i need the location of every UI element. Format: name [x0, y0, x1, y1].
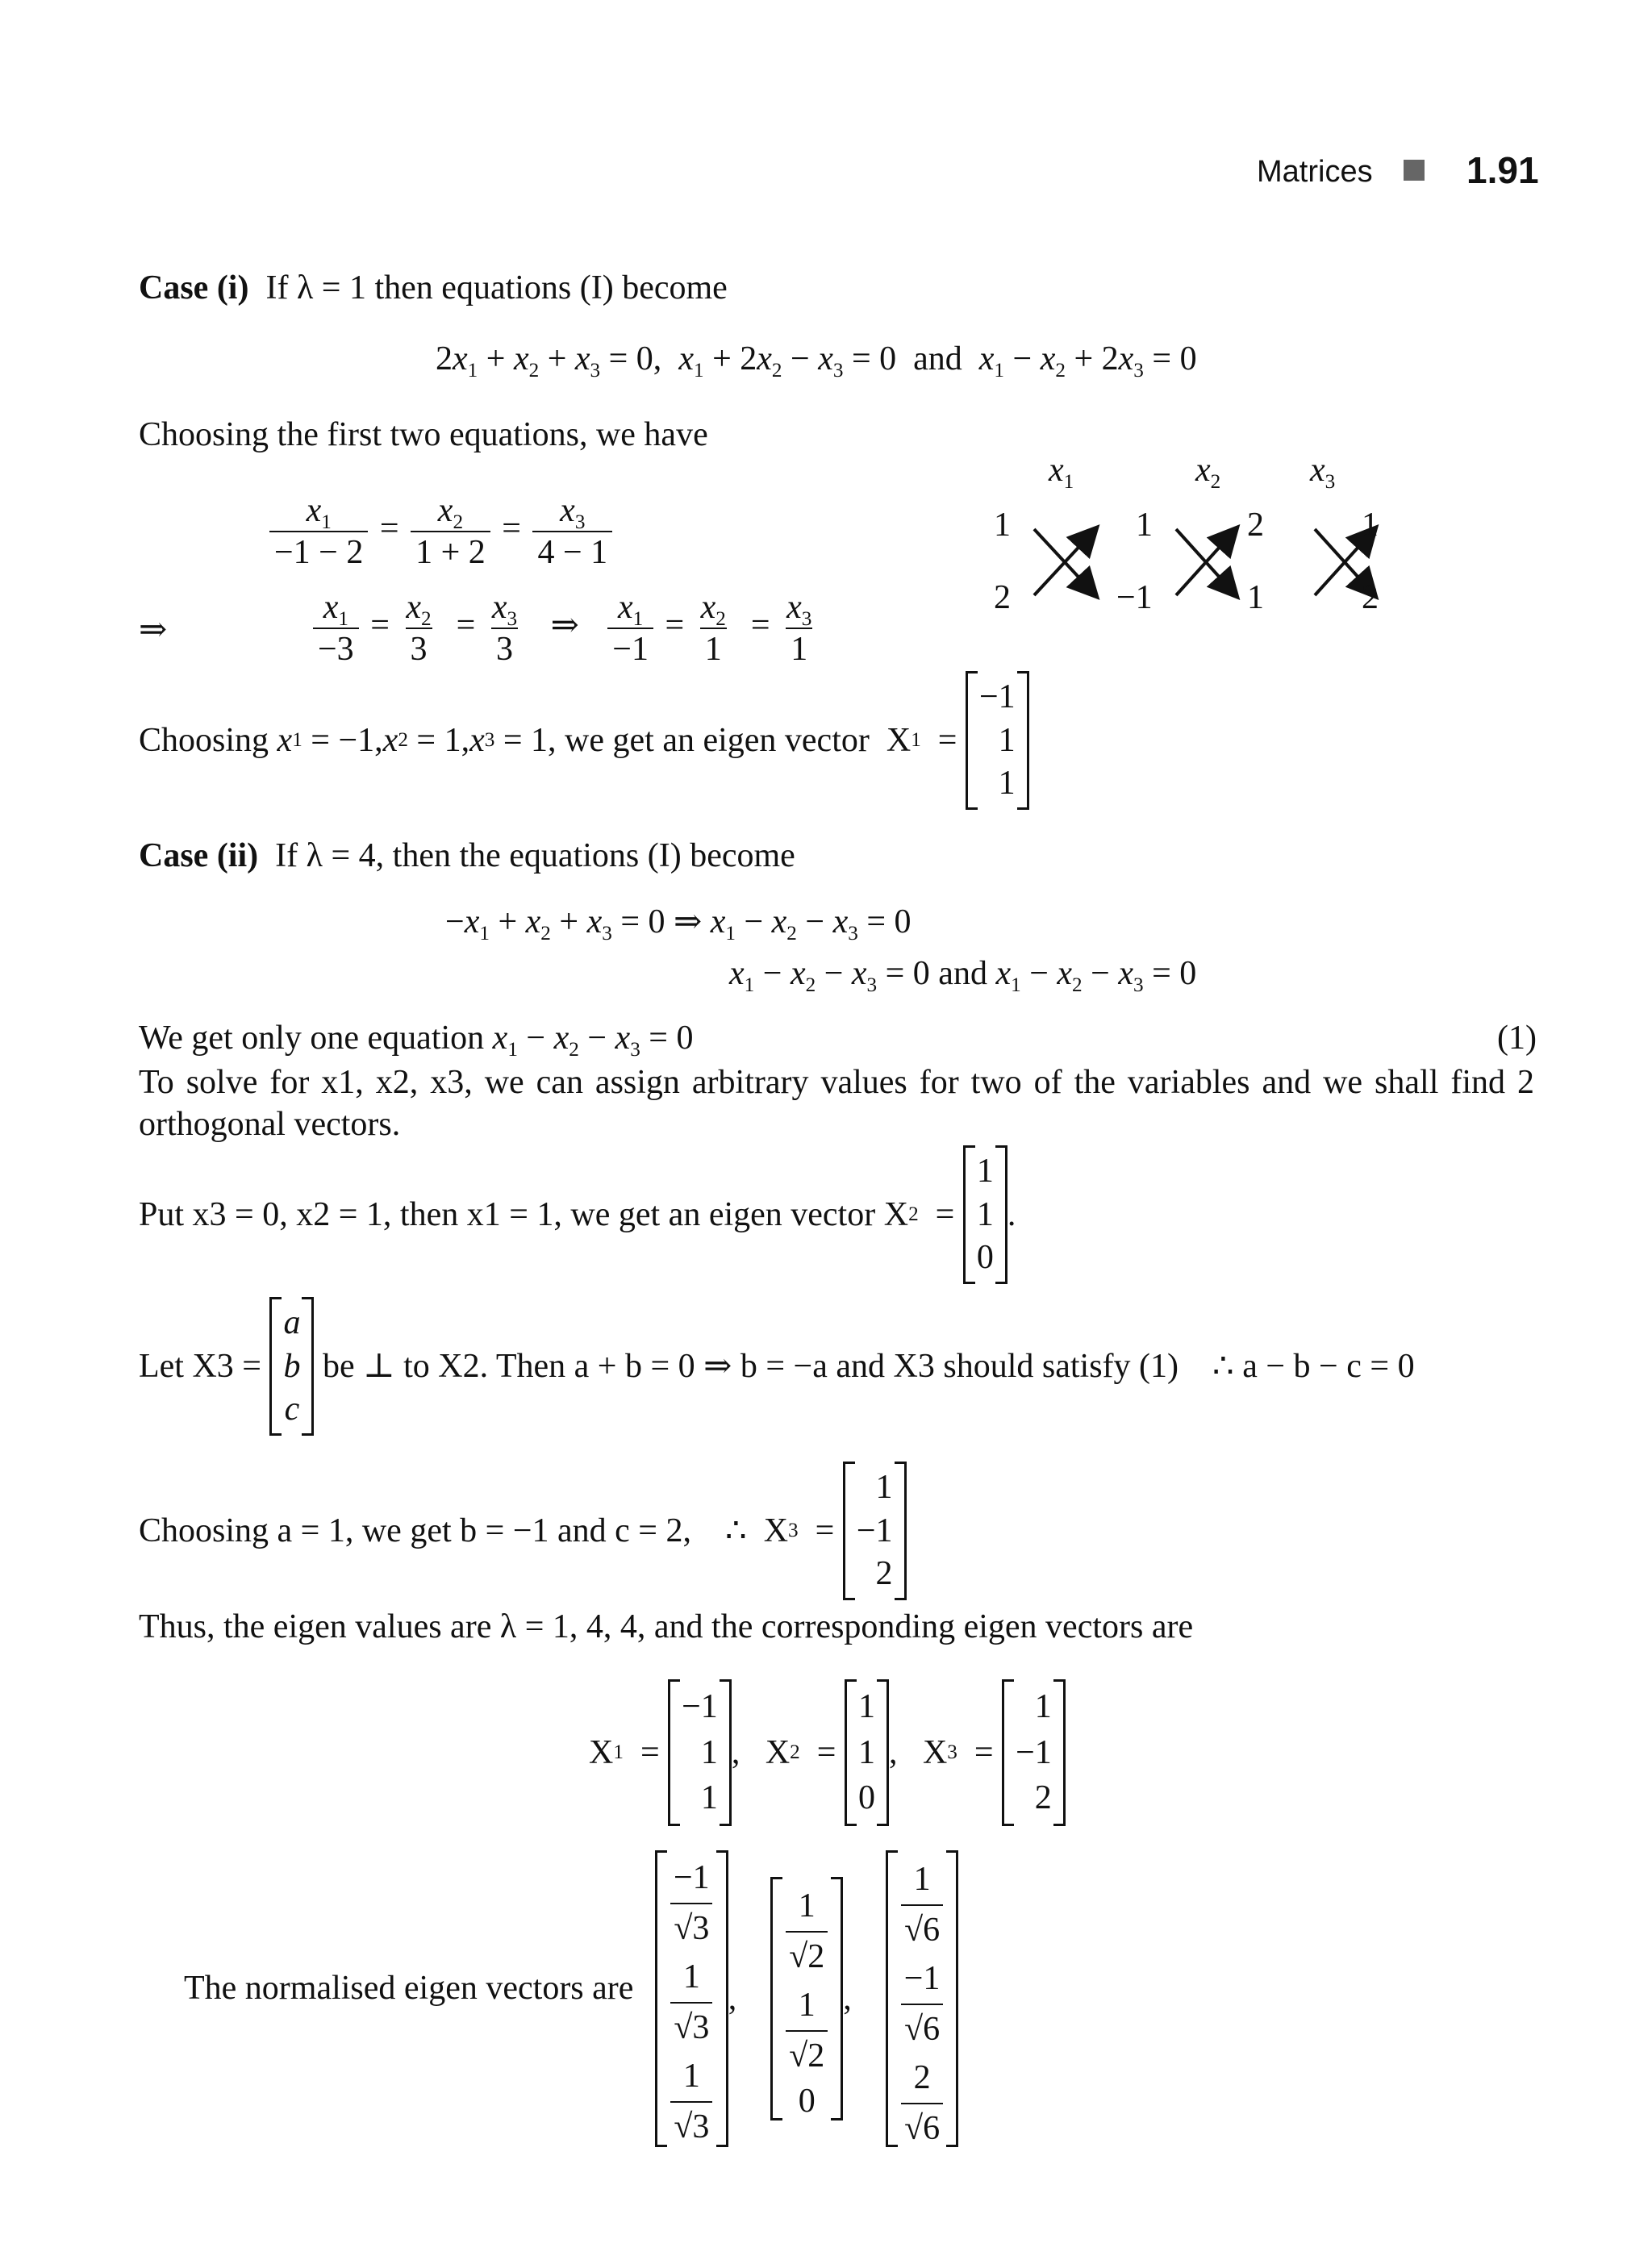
- matrix-x3-symbolic: a b c: [269, 1297, 314, 1436]
- case1-equations: $2x_1 + x_2 + x_3 = 0$, $x_1 + 2x_2 - x_3 = 0$ and $x_1 - x_2 + 2x_3 = 0$: [436, 340, 1197, 382]
- cross-top-3: 2: [1247, 507, 1264, 544]
- case1-heading: [139, 271, 728, 305]
- case2-intro: If λ = 4, then the equations (I) become: [275, 837, 795, 874]
- eigen-vector-x1-line: Choosing x 1 = −1, x 2 = 1, x 3 = 1 , we get an eigen vector X 1 = −1 1 1: [139, 671, 1029, 810]
- normalised-vectors: $\frac{-1}{√3}$ $\frac{1}{√3}$ $\frac{1}{√3}$ , $\frac{1}{√2}$ $\frac{1}{√2}$ 0 , $\frac{1}{√6}$ $\frac{-1}{√6}$ $\frac{2}{√6}$: [655, 1850, 958, 2147]
- equation-reference: (1): [1497, 1020, 1537, 1057]
- normalised-matrix-v2: $\frac{1}{√2}$ $\frac{1}{√2}$ 0: [770, 1877, 843, 2120]
- let-x3-post: be ⊥ to X2. Then a + b = 0 ⇒ b = −a and X3 should satisfy (1): [322, 1348, 1179, 1385]
- running-header-title: Matrices: [1257, 155, 1373, 189]
- summary-matrix-x3: 1 −1 2: [1002, 1679, 1066, 1826]
- cross-var-x1: $x_1$: [1049, 452, 1074, 493]
- cross-bottom-3: 1: [1247, 579, 1264, 616]
- case2-heading: [139, 839, 795, 873]
- choosing-text: Choosing: [139, 722, 269, 759]
- implies-arrow: ⇒: [139, 611, 168, 648]
- ratio-equation-1: $\frac{x_1}{-1 - 2}$ = $\frac{x_2}{1 + 2}$ = $\frac{x_3}{4 - 1}$: [266, 494, 615, 569]
- cross-bottom-2: −1: [1116, 579, 1153, 616]
- summary-vectors: X 1 = −1 1 1 , X 2 = 1 1 0 , X 3 = 1 −1 2: [589, 1679, 1066, 1826]
- header-square-icon: [1404, 160, 1425, 181]
- let-x3-line: [139, 1297, 1415, 1436]
- case2-equation-1: $-x_1 + x_2 + x_3 = 0$ ⇒ $x_1 - x_2 - x_3 = 0$: [445, 903, 912, 945]
- normalised-matrix-v1: $\frac{-1}{√3}$ $\frac{1}{√3}$ $\frac{1}{√3}$: [655, 1850, 728, 2147]
- cross-top-4: 1: [1362, 507, 1379, 544]
- ratio-equation-2: $\frac{x_1}{-3}$ = $\frac{x_2}{3}$ = $\frac{x_3}{3}$ ⇒ $\frac{x_1}{-1}$ = $\frac{x_2}{1}$ = $\frac{x_3}{1}$: [310, 590, 820, 666]
- choosing-a-line: Choosing a = 1, we get b = −1 and c = 2, ∴ X 3 = 1 −1 2: [139, 1462, 907, 1600]
- eigen-vector-x2-line: Put x3 = 0, x2 = 1, then x1 = 1, we get an eigen vector X 2 = 1 1 0 .: [139, 1145, 1016, 1284]
- case1-choose-text: Choosing the first two equations, we have: [139, 416, 708, 453]
- only-one-equation: We get only one equation $x_1 - x_2 - x_3 = 0$: [139, 1020, 694, 1061]
- matrix-x1: −1 1 1: [966, 671, 1029, 810]
- normalised-label: The normalised eigen vectors are: [184, 1970, 634, 2007]
- page-number: 1.91: [1466, 149, 1539, 191]
- case2-equation-2: $x_1 - x_2 - x_3 = 0$ and $x_1 - x_2 - x_3 = 0$: [729, 955, 1197, 996]
- summary-matrix-x1: −1 1 1: [668, 1679, 732, 1826]
- summary-text: Thus, the eigen values are λ = 1, 4, 4, and the corresponding eigen vectors are: [139, 1608, 1194, 1645]
- summary-matrix-x2: 1 1 0: [845, 1679, 889, 1826]
- therefore-equation: ∴ a − b − c = 0: [1212, 1348, 1415, 1385]
- normalised-matrix-v3: $\frac{1}{√6}$ $\frac{-1}{√6}$ $\frac{2}{√6}$: [886, 1850, 959, 2147]
- cross-top-1: 1: [994, 507, 1011, 544]
- cross-top-2: 1: [1136, 507, 1153, 544]
- case2-label: Case (ii): [139, 837, 259, 874]
- eigen-vector-text: , we get an eigen vector: [548, 722, 870, 759]
- choosing-a-text: Choosing a = 1, we get b = −1 and c = 2,: [139, 1512, 691, 1549]
- let-x3-pre: Let X3 =: [139, 1348, 261, 1385]
- cross-var-x2: $x_2$: [1195, 452, 1221, 493]
- case1-intro: If λ = 1 then equations (I) become: [265, 269, 728, 306]
- put-text: Put x3 = 0, x2 = 1, then x1 = 1, we get an eigen vector: [139, 1196, 876, 1233]
- cross-bottom-4: 2: [1362, 579, 1379, 616]
- solve-text: To solve for x1, x2, x3, we can assign arbitrary values for two of the variables and we shall find 2 orthogonal vectors.: [139, 1064, 1534, 1144]
- cross-var-x3: $x_3$: [1310, 452, 1336, 493]
- case1-label: Case (i): [139, 269, 249, 306]
- matrix-x2: 1 1 0: [963, 1145, 1007, 1284]
- cross-bottom-1: 2: [994, 579, 1011, 616]
- matrix-x3: 1 −1 2: [843, 1462, 907, 1600]
